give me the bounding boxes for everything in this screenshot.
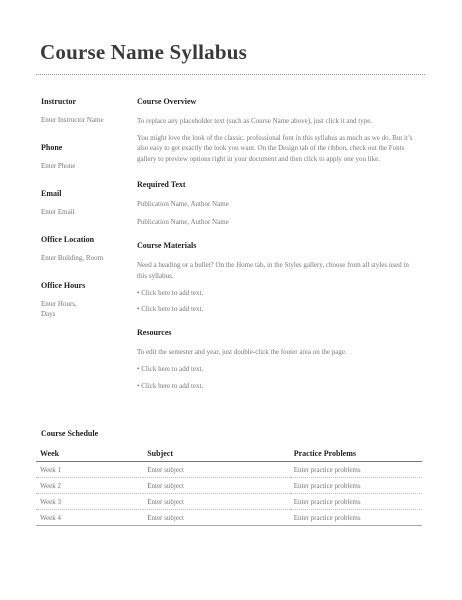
- contact-sidebar: [41, 97, 126, 337]
- practice-problems-cell[interactable]: Enter practice problems: [290, 510, 422, 526]
- instructor-label: Instructor: [41, 97, 77, 106]
- required-text-heading: Required Text: [137, 180, 186, 189]
- main-content: [137, 97, 419, 391]
- table-row: [36, 462, 422, 478]
- required-text-item[interactable]: Publication Name, Author Name: [137, 217, 229, 226]
- week-cell[interactable]: Week 3: [36, 494, 143, 510]
- materials-bullet-list: [137, 288, 419, 315]
- week-cell[interactable]: Week 4: [36, 510, 143, 526]
- office-hours-label: Office Hours: [41, 281, 86, 290]
- subject-cell[interactable]: Enter subject: [143, 462, 290, 478]
- office-hours-value[interactable]: [41, 299, 126, 319]
- week-cell[interactable]: Week 2: [36, 478, 143, 494]
- practice-problems-cell[interactable]: Enter practice problems: [290, 478, 422, 494]
- practice-problems-cell[interactable]: Enter practice problems: [290, 462, 422, 478]
- materials-bullet-item[interactable]: • Click here to add text.: [137, 305, 204, 313]
- resources-bullet-list: [137, 364, 419, 391]
- overview-paragraph-2[interactable]: You might love the look of the classic, professional font in this syllabus as much as we do. But it’s also easy to get exactly the look you want. On the Design tab of the ribbon, check out the Fonts gallery to preview options right in your document and then click to apply one you like.: [137, 133, 413, 163]
- office-location-block: [41, 235, 126, 263]
- email-label: Email: [41, 189, 62, 198]
- phone-value[interactable]: Enter Phone: [41, 162, 76, 170]
- subject-cell[interactable]: Enter subject: [143, 478, 290, 494]
- course-materials-heading: Course Materials: [137, 241, 197, 250]
- table-row: [36, 494, 422, 510]
- table-row: [36, 478, 422, 494]
- office-hours-line2: Days: [41, 310, 56, 318]
- office-location-value[interactable]: Enter Building, Room: [41, 254, 104, 262]
- overview-paragraph-1[interactable]: To replace any placeholder text (such as Course Name above), just click it and type.: [137, 117, 373, 125]
- phone-label: Phone: [41, 143, 63, 152]
- email-block: [41, 189, 126, 217]
- resources-bullet-item[interactable]: • Click here to add text.: [137, 365, 204, 373]
- resources-bullet-item[interactable]: • Click here to add text.: [137, 381, 204, 390]
- office-hours-line1: Enter Hours,: [41, 300, 77, 308]
- schedule-header-row: [36, 445, 422, 462]
- title-divider: [36, 74, 425, 75]
- instructor-value[interactable]: Enter Instructor Name: [41, 116, 104, 124]
- materials-paragraph[interactable]: Need a heading or a bullet? On the Home tab, in the Styles gallery, choose from all styles used in this syllabus.: [137, 261, 409, 280]
- column-header-practice-problems: Practice Problems: [290, 445, 422, 462]
- office-hours-block: [41, 281, 126, 319]
- materials-bullet-item[interactable]: • Click here to add text.: [137, 288, 204, 297]
- phone-block: [41, 143, 126, 171]
- week-cell[interactable]: Week 1: [36, 462, 143, 478]
- office-location-label: Office Location: [41, 235, 95, 244]
- email-value[interactable]: Enter Email: [41, 208, 75, 216]
- practice-problems-cell[interactable]: Enter practice problems: [290, 494, 422, 510]
- resources-heading: Resources: [137, 328, 172, 337]
- instructor-block: [41, 97, 126, 125]
- resources-paragraph[interactable]: To edit the semester and year, just double-click the footer area on the page.: [137, 348, 347, 356]
- schedule-table: [36, 445, 422, 526]
- course-overview-heading: Course Overview: [137, 97, 197, 106]
- course-schedule-heading: Course Schedule: [41, 429, 99, 438]
- column-header-subject: Subject: [143, 445, 290, 462]
- table-row: [36, 510, 422, 526]
- subject-cell[interactable]: Enter subject: [143, 510, 290, 526]
- subject-cell[interactable]: Enter subject: [143, 494, 290, 510]
- column-header-week: Week: [36, 445, 143, 462]
- required-text-item[interactable]: Publication Name, Author Name: [137, 200, 229, 208]
- page-title[interactable]: Course Name Syllabus: [40, 40, 248, 64]
